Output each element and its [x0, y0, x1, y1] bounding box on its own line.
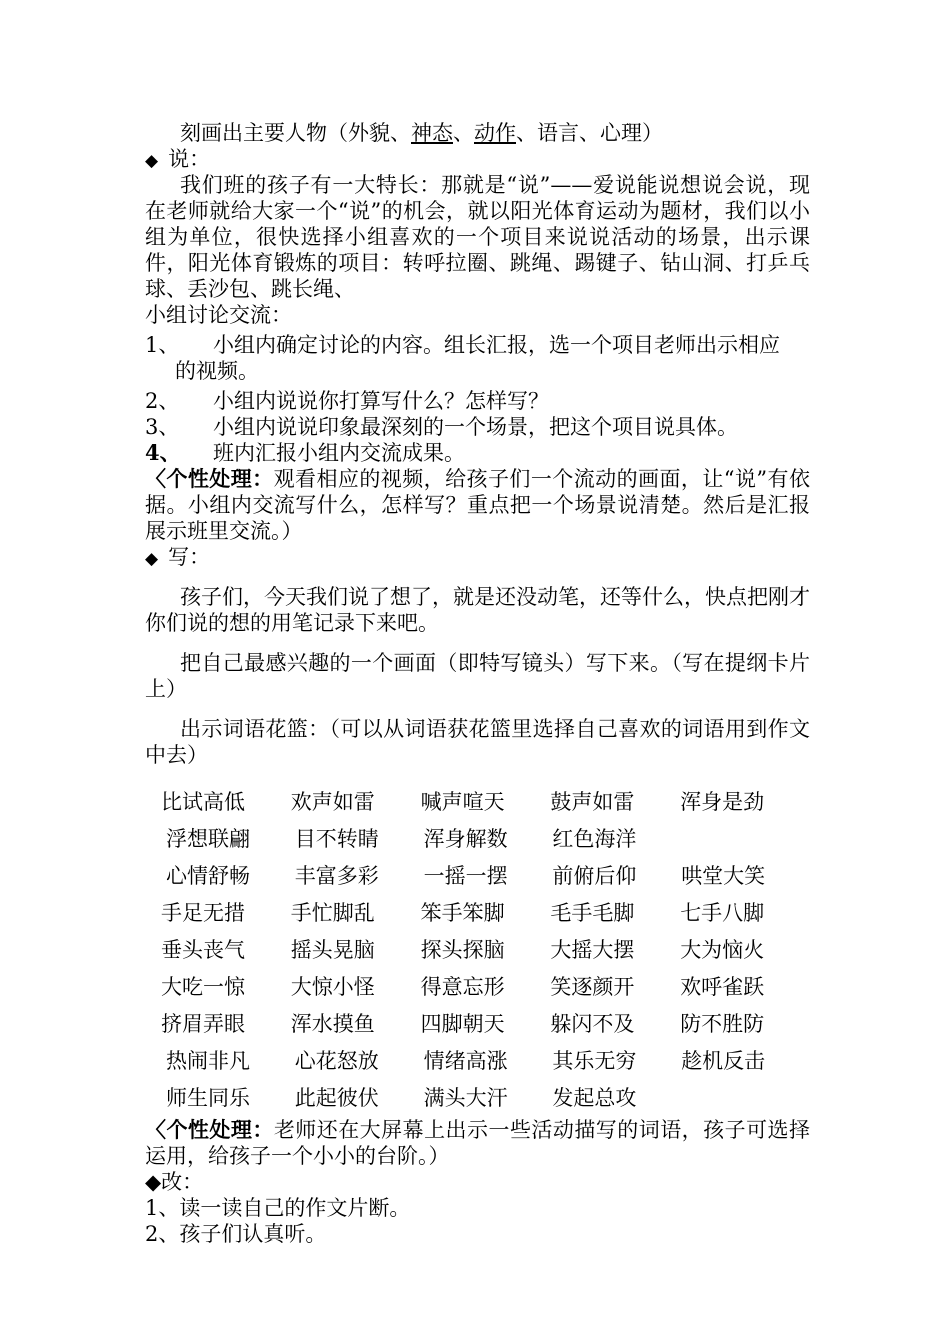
- say-note: [145, 466, 810, 544]
- discuss-list: [145, 332, 810, 466]
- top-line-separator: 、: [453, 121, 474, 145]
- word-item: 欢声如雷: [290, 790, 375, 814]
- word-item: 喊声喧天: [420, 790, 505, 814]
- word-basket: [145, 784, 810, 1117]
- word-item: 一摇一摆: [423, 864, 508, 888]
- word-item: 目不转睛: [294, 827, 379, 851]
- list-number: 1、: [145, 333, 180, 357]
- word-item: 此起彼伏: [294, 1086, 379, 1110]
- write-paragraph-3: 出示词语花篮：（可以从词语获花篮里选择自己喜欢的词语用到作文中去）: [145, 717, 810, 767]
- write-paragraph-1: 孩子们，今天我们说了想了，就是还没动笔，还等什么，快点把刚才你们说的想的用笔记录下来吧。: [145, 585, 810, 635]
- top-line-prefix: 刻画出主要人物（外貌、: [180, 121, 411, 145]
- word-item: 毛手毛脚: [550, 901, 635, 925]
- discuss-title: 小组讨论交流：: [145, 303, 292, 327]
- word-row: [145, 821, 810, 858]
- word-item: 大惊小怪: [290, 975, 375, 999]
- word-item: 浑水摸鱼: [290, 1012, 375, 1036]
- word-item: 大吃一惊: [161, 975, 245, 999]
- word-row: [145, 784, 810, 821]
- word-item: 红色海洋: [552, 827, 637, 851]
- top-line-suffix: 、语言、心理）: [516, 121, 663, 145]
- word-item: 心花怒放: [294, 1049, 379, 1073]
- list-text: 班内汇报小组内交流成果。: [213, 441, 465, 465]
- word-item: 躲闪不及: [550, 1012, 635, 1036]
- word-row: [145, 1006, 810, 1043]
- word-item: 七手八脚: [680, 901, 765, 925]
- say-heading-text: 说：: [168, 147, 211, 171]
- diamond-bullet-icon: ◆: [145, 549, 159, 569]
- note-text: 老师还在大屏幕上出示一些活动描写的词语，孩子可选择运用，给孩子一个小小的台阶。）: [145, 1118, 811, 1168]
- word-row: [145, 895, 810, 932]
- document-page: [145, 120, 810, 1247]
- list-item: [145, 414, 810, 440]
- list-item: [145, 388, 810, 414]
- say-paragraph: 我们班的孩子有一大特长：那就是“说”——爱说能说想说会说，现在老师就给大家一个“说”的机会，就以阳光体育运动为题材，我们以小组为单位，很快选择小组喜欢的一个项目来说说活动的场景，出示课件，阳光体育锻炼的项目：转呼拉圈、跳绳、踢键子、钻山洞、打乒乓球、丢沙包、跳长绳、: [145, 173, 810, 301]
- list-item: [145, 440, 810, 466]
- diamond-bullet-icon: ◆: [145, 1170, 162, 1194]
- word-item: [681, 821, 810, 858]
- word-item: 笑逐颜开: [550, 975, 635, 999]
- word-item: 四脚朝天: [420, 1012, 505, 1036]
- word-item: 前俯后仰: [552, 864, 637, 888]
- word-item: 发起总攻: [552, 1086, 637, 1110]
- word-item: 得意忘形: [420, 975, 505, 999]
- underlined-word-expression: 神态: [411, 121, 453, 145]
- word-item: 手忙脚乱: [290, 901, 375, 925]
- word-item: 挤眉弄眼: [161, 1012, 245, 1036]
- word-item: 丰富多彩: [294, 864, 379, 888]
- word-item: [681, 1080, 810, 1117]
- list-item: [145, 332, 810, 358]
- word-item: 笨手笨脚: [420, 901, 505, 925]
- word-row: [145, 1080, 810, 1117]
- word-row: [145, 969, 810, 1006]
- word-item: 大为恼火: [680, 938, 765, 962]
- word-item: 大摇大摆: [550, 938, 635, 962]
- word-item: 其乐无穷: [552, 1049, 637, 1073]
- word-item: 防不胜防: [680, 1012, 765, 1036]
- top-line: [145, 120, 810, 146]
- say-heading: [145, 146, 810, 172]
- underlined-word-action: 动作: [474, 121, 516, 145]
- list-text: 小组内确定讨论的内容。组长汇报，选一个项目老师出示相应: [213, 333, 780, 357]
- word-item: 探头探脑: [420, 938, 505, 962]
- word-item: 师生同乐: [166, 1086, 250, 1110]
- word-item: 心情舒畅: [166, 864, 250, 888]
- word-item: 满头大汗: [423, 1086, 508, 1110]
- revise-heading-text: 改：: [161, 1170, 204, 1194]
- list-text: 小组内说说你打算写什么？怎样写？: [213, 389, 549, 413]
- write-note: [145, 1117, 810, 1169]
- word-item: 趁机反击: [681, 1049, 766, 1073]
- write-heading: [145, 544, 810, 570]
- word-item: 哄堂大笑: [681, 864, 766, 888]
- note-text: 观看相应的视频，给孩子们一个流动的画面，让“说”有依据。小组内交流写什么，怎样写？重点把一个场景说清楚。然后是汇报展示班里交流。）: [145, 467, 810, 543]
- list-number: 3、: [145, 415, 180, 439]
- word-row: [145, 932, 810, 969]
- revise-item: 1、读一读自己的作文片断。: [145, 1196, 411, 1220]
- word-item: 欢呼雀跃: [680, 975, 765, 999]
- word-item: 手足无措: [161, 901, 245, 925]
- revise-heading: [145, 1169, 810, 1195]
- word-item: 垂头丧气: [161, 938, 245, 962]
- word-item: 热闹非凡: [166, 1049, 250, 1073]
- write-paragraph-2: 把自己最感兴趣的一个画面（即特写镜头）写下来。（写在提纲卡片上）: [145, 651, 810, 701]
- word-item: 比试高低: [161, 790, 245, 814]
- list-number: 2、: [145, 389, 180, 413]
- word-row: [145, 858, 810, 895]
- list-number: 4、: [145, 440, 181, 465]
- word-item: 摇头晃脑: [290, 938, 375, 962]
- list-text: 小组内说说印象最深刻的一个场景，把这个项目说具体。: [213, 415, 738, 439]
- note-label: 〈个性处理：: [145, 1117, 274, 1142]
- word-item: 浮想联翩: [166, 827, 250, 851]
- note-label: 〈个性处理：: [145, 466, 274, 491]
- diamond-bullet-icon: ◆: [145, 151, 159, 171]
- word-row: [145, 1043, 810, 1080]
- word-item: 情绪高涨: [423, 1049, 508, 1073]
- word-item: 鼓声如雷: [550, 790, 635, 814]
- revise-item: 2、孩子们认真听。: [145, 1222, 327, 1246]
- word-item: 浑身是劲: [680, 790, 765, 814]
- list-item-continuation: 的视频。: [175, 359, 259, 383]
- write-heading-text: 写：: [168, 545, 211, 569]
- word-item: 浑身解数: [423, 827, 508, 851]
